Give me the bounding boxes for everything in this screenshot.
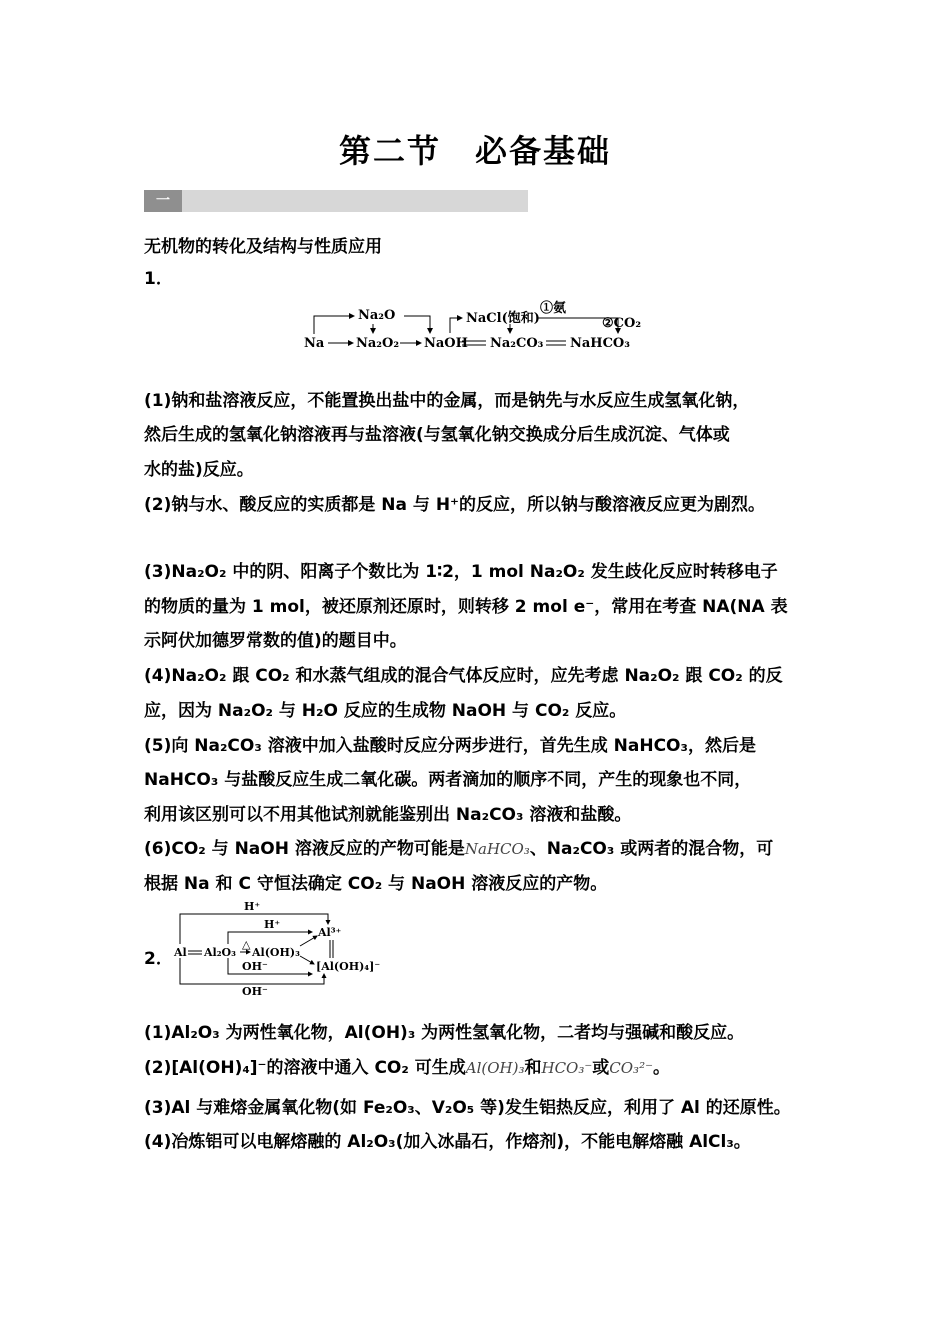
- d2-al2o3: Al₂O₃: [204, 946, 236, 959]
- para-5-line-3: 利用该区别可以不用其他试剂就能鉴别出 Na₂CO₃ 溶液和盐酸。: [144, 805, 632, 825]
- section-bar: [144, 190, 528, 212]
- para-8-line-1: [144, 1053, 824, 1078]
- para-10-line-1: (4)冶炼铝可以电解熔融的 Al₂O₃(加入冰晶石，作熔剂)，不能电解熔融 AlCl₃。: [144, 1132, 751, 1152]
- page-title: 第二节 必备基础: [338, 132, 611, 170]
- d2-al3: Al³⁺: [318, 926, 342, 939]
- section-heading: 无机物的转化及结构与性质应用: [144, 237, 382, 257]
- d2-oh2: OH⁻: [242, 985, 268, 998]
- d2-al: Al: [174, 946, 187, 959]
- para-2-line-1: (2)钠与水、酸反应的实质都是 Na 与 H⁺的反应，所以钠与酸溶液反应更为剧烈。: [144, 495, 766, 515]
- d1-na: Na: [304, 336, 325, 351]
- d2-aloh3: Al(OH)₃: [252, 946, 300, 959]
- para-6-line-1: [144, 834, 824, 859]
- para-1-line-1: (1)钠和盐溶液反应，不能置换出盐中的金属，而是钠先与水反应生成氢氧化钠，: [144, 391, 750, 411]
- d2-alo: [Al(OH)₄]⁻: [316, 960, 381, 973]
- para-8-text-g: 。: [653, 1058, 670, 1078]
- para-6-line-2: 根据 Na 和 C 守恒法确定 CO₂ 与 NaOH 溶液反应的产物。: [144, 874, 608, 894]
- para-6-formula: NaHCO₃: [464, 840, 530, 858]
- para-8-formula-aloh3: Al(OH)₃: [465, 1059, 525, 1077]
- para-8-formula-co3: CO₃²⁻: [609, 1059, 653, 1077]
- para-6-text-a: (6)CO₂ 与 NaOH 溶液反应的产物可能是: [144, 839, 465, 859]
- d1-step2: ②CO₂: [602, 316, 642, 331]
- para-8-text-c: 和: [524, 1058, 542, 1078]
- para-1-line-3: 水的盐)反应。: [144, 460, 254, 480]
- d1-nahco3: NaHCO₃: [570, 336, 630, 351]
- d1-na2co3: Na₂CO₃: [490, 336, 544, 351]
- para-9-line-1: (3)Al 与难熔金属氧化物(如 Fe₂O₃、V₂O₅ 等)发生铝热反应，利用了 Al 的还原性。: [144, 1098, 791, 1118]
- para-4-line-2: 应，因为 Na₂O₂ 与 H₂O 反应的生成物 NaOH 与 CO₂ 反应。: [144, 701, 627, 721]
- d2-h2: H⁺: [264, 918, 281, 931]
- para-8-text-e: 或: [592, 1058, 610, 1078]
- para-5-line-2: NaHCO₃ 与盐酸反应生成二氧化碳。两者滴加的顺序不同，产生的现象也不同，: [144, 770, 752, 790]
- sodium-conversion-diagram: [300, 294, 650, 360]
- para-8-formula-hco3: HCO₃⁻: [541, 1059, 593, 1077]
- para-7-line-1: (1)Al₂O₃ 为两性氧化物，Al(OH)₃ 为两性氢氧化物，二者均与强碱和酸反应。: [144, 1023, 745, 1043]
- aluminum-conversion-diagram: [172, 898, 392, 1000]
- d1-na2o: Na₂O: [358, 308, 396, 323]
- item-1-label: 1．: [144, 269, 173, 289]
- para-5-line-1: (5)向 Na₂CO₃ 溶液中加入盐酸时反应分两步进行，首先生成 NaHCO₃，然后是: [144, 736, 756, 756]
- para-1-line-2: 然后生成的氢氧化钠溶液再与盐溶液(与氢氧化钠交换成分后生成沉淀、气体或: [144, 425, 730, 445]
- section-number: 一: [144, 190, 182, 212]
- d2-h1: H⁺: [244, 900, 261, 913]
- para-4-line-1: (4)Na₂O₂ 跟 CO₂ 和水蒸气组成的混合气体反应时，应先考虑 Na₂O₂ 跟 CO₂ 的反: [144, 666, 783, 686]
- item-2-label: 2．: [144, 949, 173, 969]
- d2-delta: △: [242, 938, 251, 951]
- para-6-text-c: 、Na₂CO₃ 或两者的混合物，可: [529, 839, 774, 859]
- para-3-line-2: 的物质的量为 1 mol，被还原剂还原时，则转移 2 mol e⁻，常用在考查 NA(NA 表: [144, 597, 788, 617]
- d2-oh1: OH⁻: [242, 960, 268, 973]
- d1-nacl: NaCl(饱和): [466, 311, 540, 326]
- d1-na2o2: Na₂O₂: [356, 336, 400, 351]
- para-8-text-a: (2)[Al(OH)₄]⁻的溶液中通入 CO₂ 可生成: [144, 1058, 466, 1078]
- d1-naoh: NaOH: [424, 336, 468, 351]
- para-3-line-1: (3)Na₂O₂ 中的阴、阳离子个数比为 1∶2，1 mol Na₂O₂ 发生歧化反应时转移电子: [144, 562, 778, 582]
- para-3-line-3: 示阿伏加德罗常数的值)的题目中。: [144, 631, 407, 651]
- d1-step1: ①氨: [540, 301, 567, 316]
